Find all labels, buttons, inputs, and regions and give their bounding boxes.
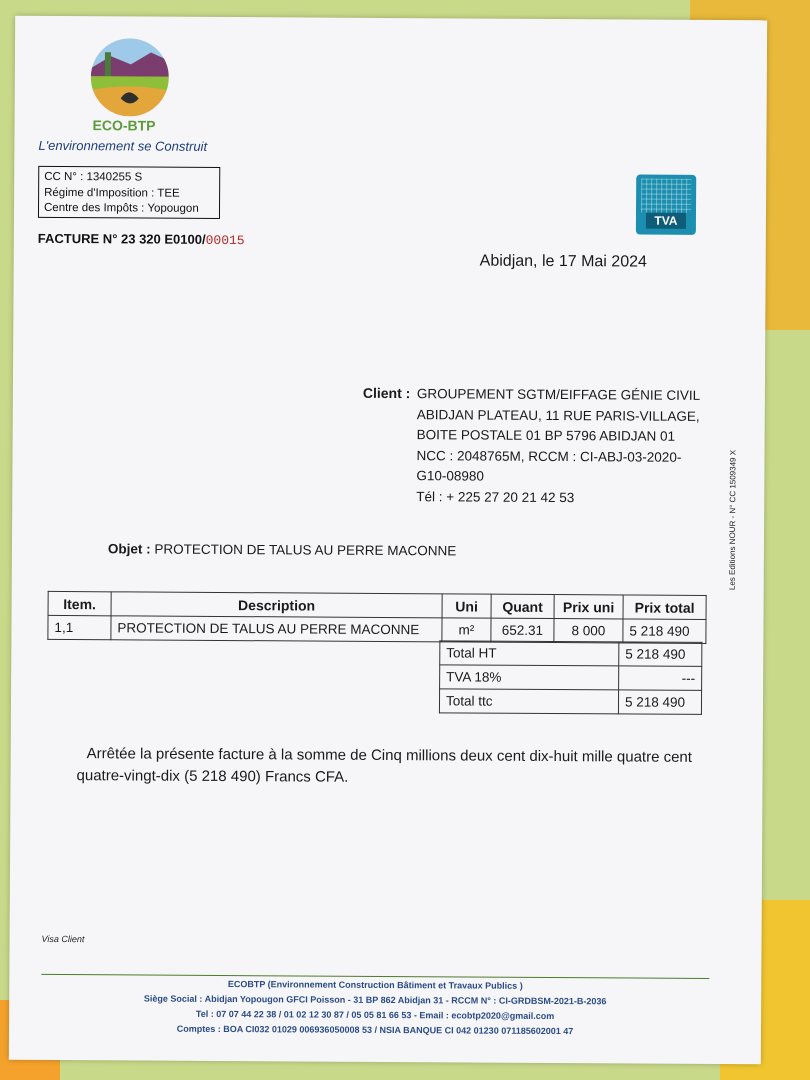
tva-logo	[636, 175, 696, 235]
tva-logo-text: TVA	[646, 213, 686, 229]
total-cell: 5 218 490	[623, 619, 706, 644]
footer-line: Comptes : BOA CI032 01029 006936050008 53 / NSIA BANQUE CI 042 01230 071185602001 47	[176, 1023, 574, 1037]
column-header: Description	[111, 592, 442, 618]
subject-value: PROTECTION DE TALUS AU PERRE MACONNE	[154, 541, 457, 559]
totals-label: Total HT	[440, 641, 619, 666]
invoice-date: Abidjan, le 17 Mai 2024	[479, 252, 647, 271]
client-line: G10-08980	[416, 468, 485, 484]
tax-id-box	[38, 166, 220, 219]
client-visa-label: Visa Client	[41, 933, 85, 945]
column-header: Uni	[442, 594, 491, 618]
column-header: Prix total	[623, 595, 706, 620]
quantity-cell: 652.31	[491, 618, 554, 642]
subject-label: Objet :	[107, 541, 151, 557]
footer-line: ECOBTP (Environnement Construction Bâtiment et Travaux Publics )	[227, 979, 523, 991]
client-line: GROUPEMENT SGTM/EIFFAGE GÉNIE CIVIL	[416, 386, 701, 403]
totals-row	[440, 665, 702, 691]
description-cell: PROTECTION DE TALUS AU PERRE MACONNE	[111, 616, 442, 642]
column-header: Prix uni	[554, 595, 623, 619]
company-brand: ECO-BTP	[92, 117, 156, 134]
invoice-page	[9, 16, 767, 1065]
client-line: ABIDJAN PLATEAU, 11 RUE PARIS-VILLAGE,	[416, 406, 700, 424]
client-label: Client :	[362, 384, 411, 402]
invoice-number-prefix: FACTURE N° 23 320 E0100/	[37, 230, 206, 247]
amount-in-words: Arrêtée la présente facture à la somme de Cinq millions deux cent dix-huit mille quatre cent quatre-vingt-dix (5 218 490) Francs CFA.	[76, 745, 693, 786]
totals-label: Total ttc	[439, 689, 618, 714]
table-row	[48, 615, 706, 643]
totals-row	[440, 641, 702, 667]
tax-regime: Régime d'Imposition : TEE	[44, 186, 180, 200]
totals-label: TVA 18%	[440, 665, 619, 690]
client-line: BOITE POSTALE 01 BP 5796 ABIDJAN 01	[416, 427, 676, 444]
totals-value: 5 218 490	[618, 690, 701, 715]
cc-number: CC N° : 1340255 S	[44, 170, 143, 184]
footer-line: Siège Social : Abidjan Yopougon GFCI Poisson - 31 BP 862 Abidjan 31 - RCCM N° : CI-GRDBSM-2021-B-2036	[143, 993, 607, 1007]
printer-mark: Les Editions NOUR - N° CC 1509349 X	[727, 449, 738, 591]
unit-cell: m²	[442, 618, 491, 642]
unit-price-cell: 8 000	[554, 619, 623, 643]
totals-value: ---	[619, 666, 702, 691]
tva-logo-pattern	[641, 179, 691, 213]
company-footer	[41, 976, 709, 1040]
company-tagline: L'environnement se Construit	[38, 137, 208, 154]
items-table	[47, 591, 706, 644]
item-cell: 1,1	[48, 615, 111, 639]
company-logo	[91, 38, 169, 116]
column-header: Item.	[48, 591, 111, 615]
client-line: Tél : + 225 27 20 21 42 53	[416, 488, 575, 505]
invoice-number-suffix: 00015	[205, 232, 245, 249]
column-header: Quant	[491, 594, 554, 618]
client-address	[416, 384, 700, 509]
totals-table	[439, 640, 702, 715]
totals-value: 5 218 490	[619, 642, 702, 667]
footer-line: Tel : 07 07 44 22 38 / 01 02 12 30 87 / 05 05 81 66 53 - Email : ecobtp2020@gmail.com	[195, 1008, 555, 1022]
totals-row	[439, 689, 701, 715]
invoice-subject	[108, 541, 456, 558]
invoice-number	[38, 231, 245, 248]
tax-centre: Centre des Impôts : Yopougon	[43, 201, 199, 215]
client-line: NCC : 2048765M, RCCM : CI-ABJ-03-2020-	[416, 447, 682, 465]
